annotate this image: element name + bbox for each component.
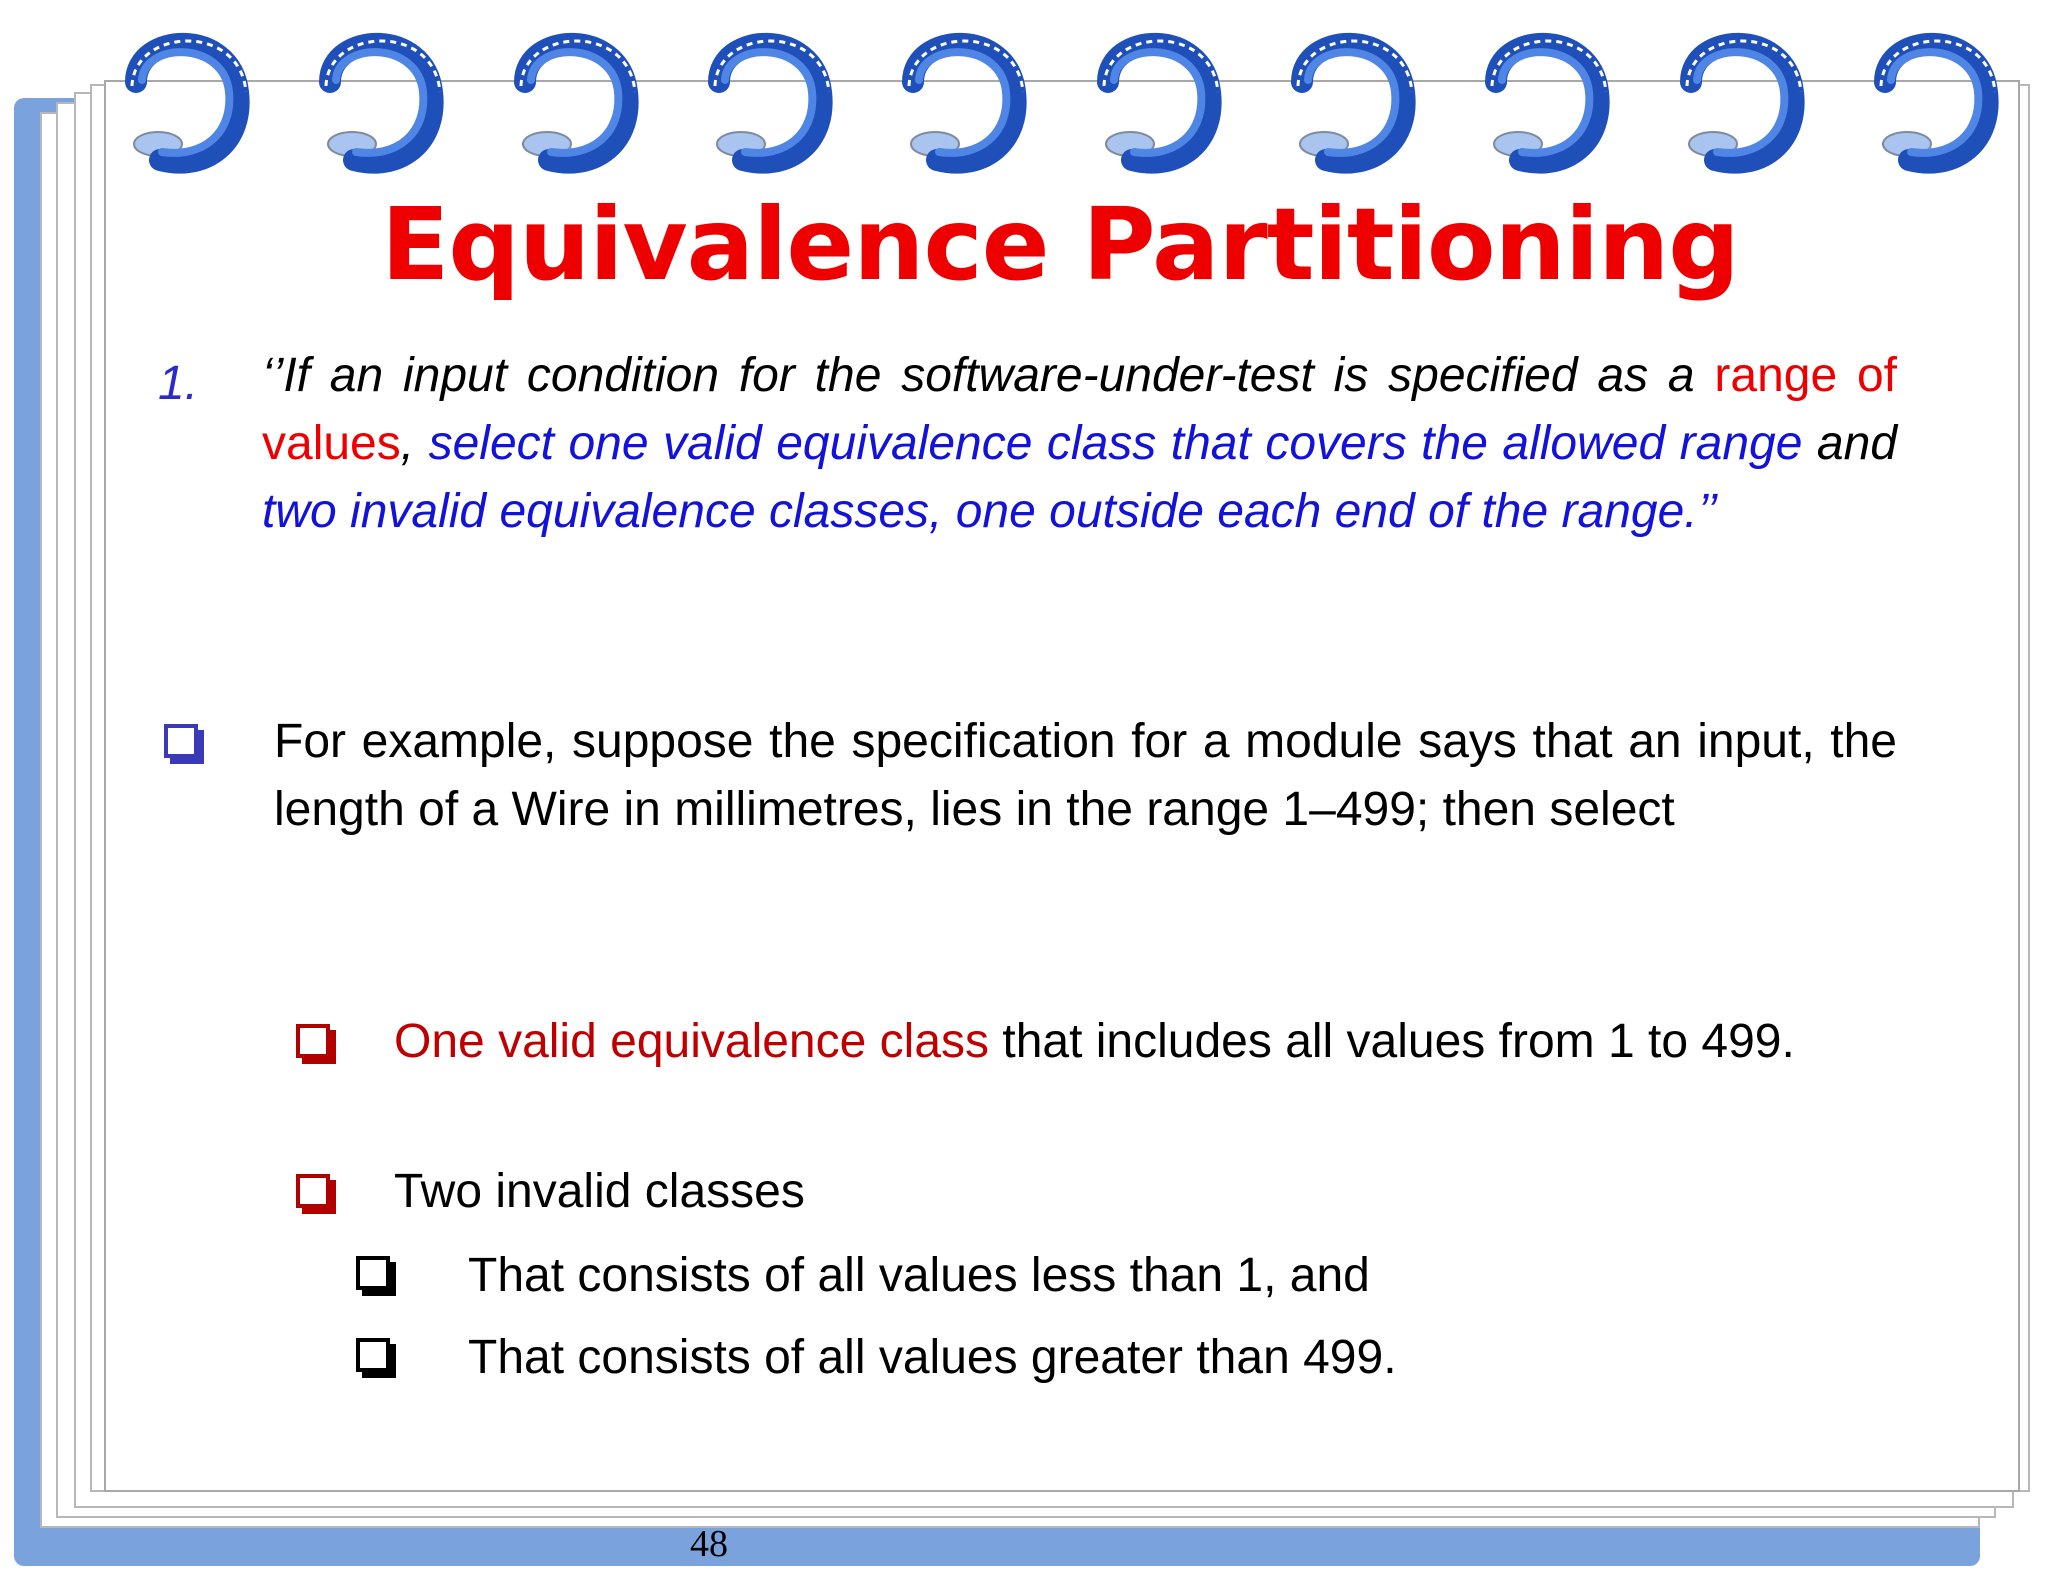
rule-text: ‘’If an input condition for the software-under-test is specified as a (262, 349, 1715, 402)
page-number: 48 (690, 1523, 728, 1565)
ring-icon (1687, 41, 1801, 163)
ring-icon (1298, 41, 1412, 163)
rule-highlight-range: range of values (262, 349, 1897, 470)
slide-title: Equivalence Partitioning (381, 186, 1739, 303)
rule-highlight-valid: select one valid equivalence class that covers the allowed range (428, 417, 1803, 470)
rule-quote (262, 342, 1897, 546)
ring-icon (1492, 41, 1606, 163)
valid-class-item (394, 1008, 1897, 1076)
rule-text: , (400, 417, 429, 470)
invalid-classes-heading: Two invalid classes (394, 1165, 805, 1218)
checkbox-bullet-icon (356, 1338, 390, 1372)
ring-icon (132, 41, 246, 163)
checkbox-bullet-icon (356, 1256, 390, 1290)
spiral-binding (0, 0, 2048, 180)
rule-highlight-invalid: two invalid equivalence classes, one outside each end of the range.’’ (262, 485, 1718, 538)
invalid-class-item: That consists of all values less than 1, and (468, 1249, 1370, 1302)
rule-text: and (1802, 417, 1898, 470)
ring-icon (326, 41, 440, 163)
ring-icon (715, 41, 829, 163)
checkbox-bullet-icon (164, 724, 198, 758)
valid-class-text: that includes all values from 1 to 499. (989, 1015, 1795, 1068)
ring-icon (1104, 41, 1218, 163)
example-paragraph: For example, suppose the specification for a module says that an input, the length of a Wire in millimetres, lies in the range 1–499; then select (274, 715, 1897, 836)
valid-class-highlight: One valid equivalence class (394, 1015, 990, 1068)
ring-icon (1881, 41, 1995, 163)
ring-icon (909, 41, 1023, 163)
rule-number: 1. (158, 357, 199, 410)
checkbox-bullet-icon (296, 1174, 330, 1208)
ring-icon (521, 41, 635, 163)
invalid-class-item: That consists of all values greater than 499. (468, 1331, 1397, 1384)
checkbox-bullet-icon (296, 1024, 330, 1058)
